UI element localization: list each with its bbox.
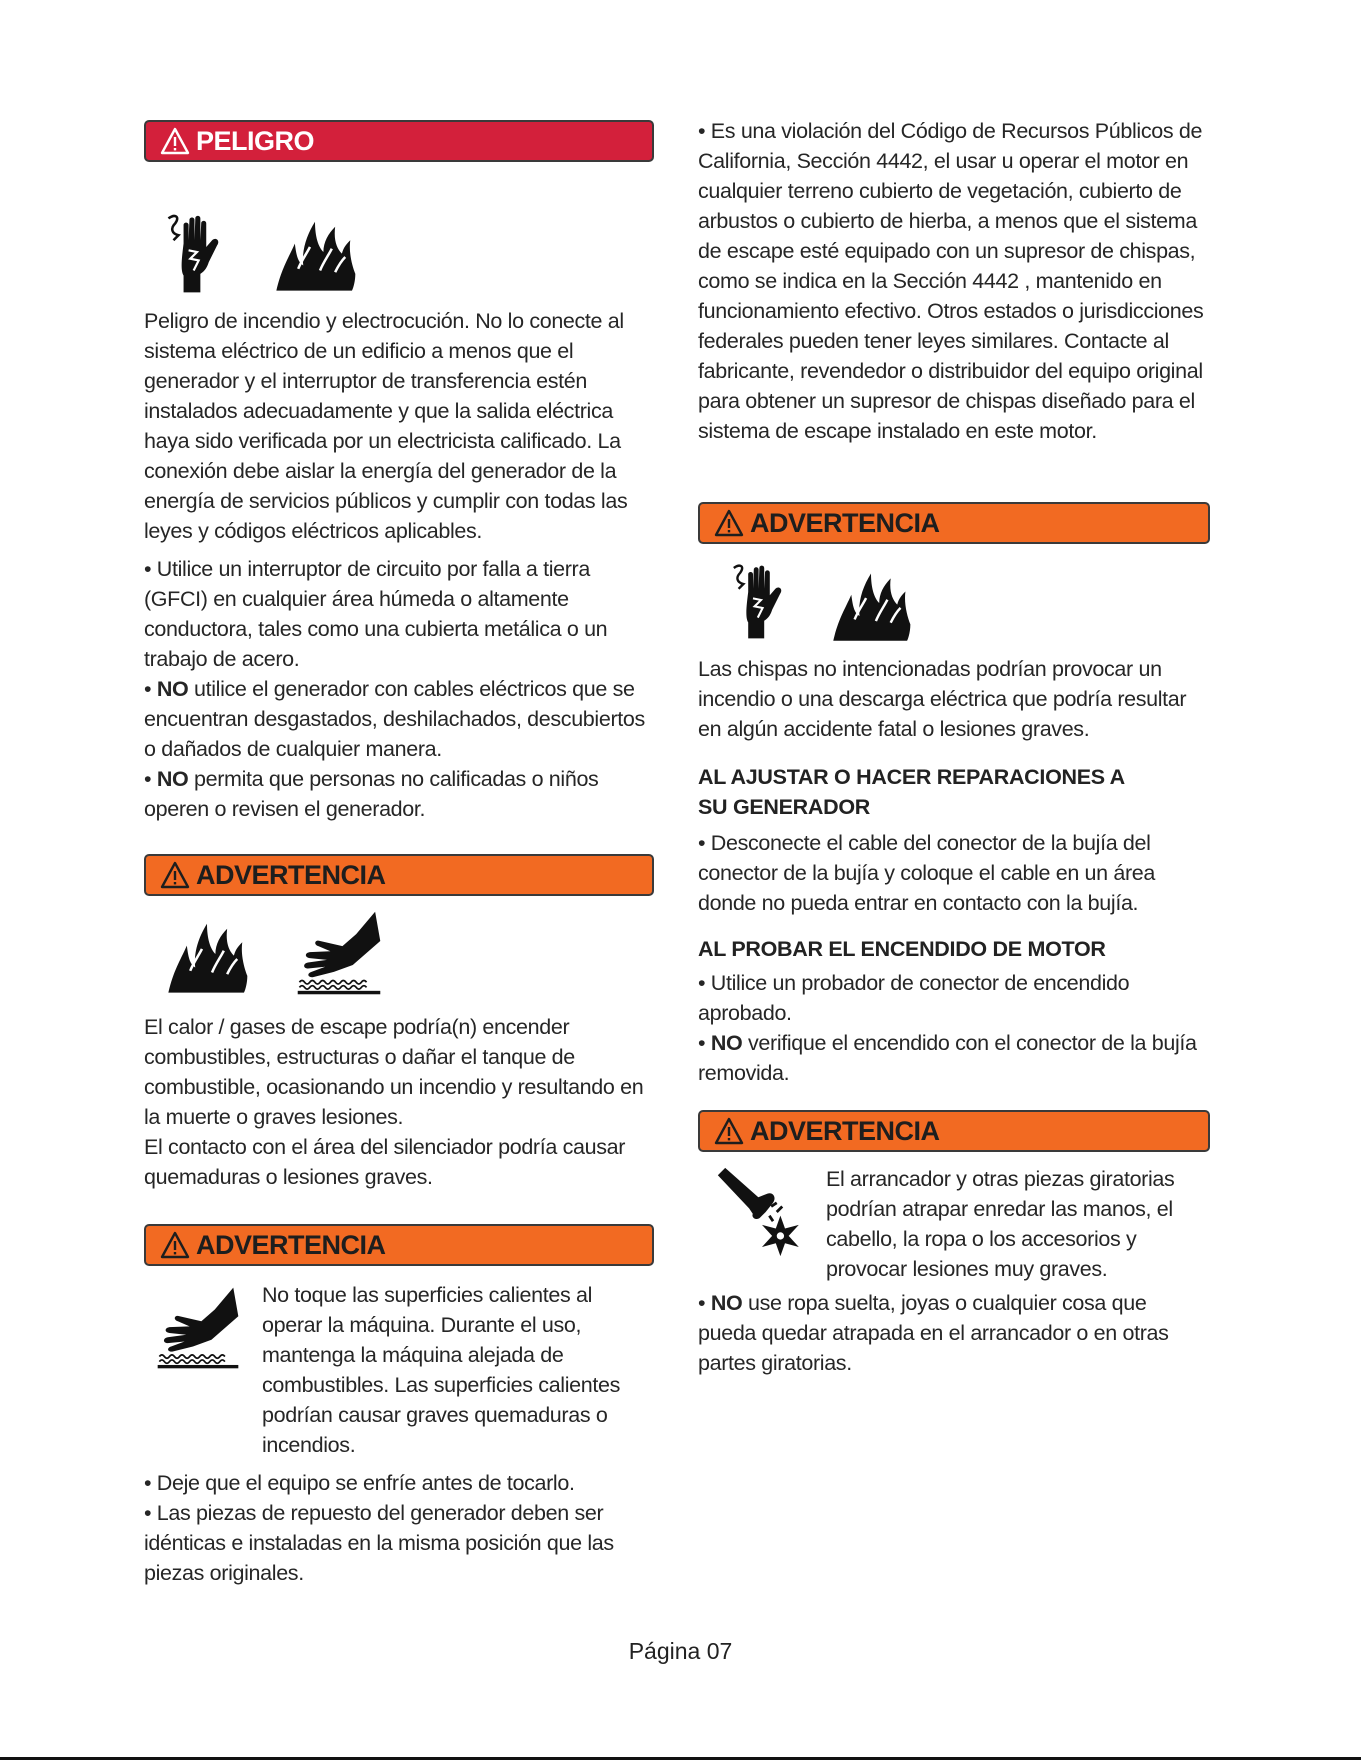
warning2-bullets: [144, 1468, 654, 1588]
warning-banner-label: ADVERTENCIA: [196, 859, 386, 890]
ignition-bullet-no-text: verifique el encendido con el conector de la bujía removida.: [698, 1031, 1197, 1085]
danger-text: [144, 306, 654, 824]
warning4-bullet-clothing-text: use ropa suelta, joyas o cualquier cosa que pueda quedar atrapada en el arrancador o en otras partes giratorias.: [698, 1291, 1169, 1375]
warning-triangle-icon: [714, 1117, 744, 1145]
danger-banner-label: PELIGRO: [196, 125, 315, 156]
warning-triangle-icon: [160, 1231, 190, 1259]
warning-triangle-icon: [160, 127, 190, 155]
danger-bullet-gfci: • Utilice un interruptor de circuito por falla a tierra (GFCI) en cualquier área húmeda o altamente conductora, tales como una cubierta metálica o un trabajo de acero.: [144, 557, 608, 671]
ignition-heading: AL PROBAR EL ENCENDIDO DE MOTOR: [698, 937, 1106, 961]
warning-banner-4: [698, 1110, 1210, 1152]
electric-shock-hand-icon: [728, 560, 794, 640]
repair-heading: AL AJUSTAR O HACER REPARACIONES A SU GENERADOR: [698, 765, 1125, 819]
warning2-hot-surface-text: No toque las superficies calientes al operar la máquina. Durante el uso, mantenga la máquina alejada de combustibles. Las superficies calientes podrían causar graves quemaduras o incendios.: [262, 1283, 621, 1457]
ignition-bullet-tester: • Utilice un probador de conector de encendido aprobado.: [698, 971, 1130, 1025]
warning4-bullet-clothing: • NO use ropa suelta, joyas o cualquier cosa que pueda quedar atrapada en el arrancador o en otras partes giratorias.: [698, 1291, 1169, 1375]
danger-intro: Peligro de incendio y electrocución. No lo conecte al sistema eléctrico de un edificio a menos que el generador y el interruptor de transferencia estén instalados adecuadamente y que la salida eléctrica haya sido verificada por un electricista calificado. La conexión debe aislar la energía del generador de la energía de servicios públicos y cumplir con todas las leyes y códigos eléctricos aplicables.: [144, 309, 628, 543]
warning2-bullet-cool: • Deje que el equipo se enfríe antes de tocarlo.: [144, 1471, 575, 1495]
no-emphasis: NO: [156, 767, 189, 791]
warning4-bullet: [698, 1288, 1210, 1378]
fire-icon: [820, 562, 922, 644]
warning-banner-label: ADVERTENCIA: [196, 1229, 386, 1260]
warning-banner-label: ADVERTENCIA: [750, 1115, 940, 1146]
ignition-bullets: [698, 968, 1210, 1088]
repair-bullet: [698, 828, 1210, 918]
warning2-bullet-parts: • Las piezas de repuesto del generador deben ser idénticas e instaladas en la misma posición que las piezas originales.: [144, 1501, 614, 1585]
danger-banner: [144, 120, 654, 162]
warning4-rotating-text: El arrancador y otras piezas giratorias podrían atrapar enredar las manos, el cabello, la ropa o los accesorios y provocar lesiones muy graves.: [826, 1167, 1175, 1281]
bottom-rule: [0, 1757, 1361, 1760]
warning1-muffler-text: El contacto con el área del silenciador podría causar quemaduras o lesiones graves.: [144, 1135, 626, 1189]
no-emphasis: NO: [710, 1291, 743, 1315]
danger-bullet-cables: • NO utilice el generador con cables eléctricos que se encuentran desgastados, deshilachados, descubiertos o dañados de cualquier manera.: [144, 677, 645, 761]
danger-bullet-unqualified-text: permita que personas no calificadas o niños operen o revisen el generador.: [144, 767, 599, 821]
warning2-text: [262, 1280, 654, 1460]
repair-bullet-text: • Desconecte el cable del conector de la bujía del conector de la bujía y coloque el cable en un área donde no pueda entrar en contacto con la bujía.: [698, 831, 1156, 915]
fire-icon: [156, 912, 258, 996]
no-emphasis: NO: [710, 1031, 743, 1055]
danger-bullet-unqualified: • NO permita que personas no calificadas o niños operen o revisen el generador.: [144, 767, 599, 821]
warning1-text: [144, 1012, 654, 1192]
danger-bullet-cables-text: utilice el generador con cables eléctricos que se encuentran desgastados, deshilachados, descubiertos o dañados de cualquier manera.: [144, 677, 645, 761]
warning-banner-1: [144, 854, 654, 896]
page-number: Página 07: [628, 1638, 733, 1664]
spark-arrester-text: [698, 116, 1218, 446]
warning3-text: [698, 654, 1210, 744]
fire-icon: [262, 210, 368, 294]
no-emphasis: NO: [156, 677, 189, 701]
rotating-parts-entanglement-icon: [716, 1166, 808, 1258]
warning4-text: [826, 1164, 1210, 1284]
warning-banner-3: [698, 502, 1210, 544]
hot-surface-icon: [294, 910, 384, 996]
electric-shock-hand-icon: [162, 210, 232, 294]
hot-surface-icon: [154, 1286, 242, 1370]
warning1-heat-text: El calor / gases de escape podría(n) encender combustibles, estructuras o dañar el tanque de combustible, ocasionando un incendio y resultando en la muerte o graves lesiones.: [144, 1015, 644, 1129]
warning-triangle-icon: [160, 861, 190, 889]
warning-banner-label: ADVERTENCIA: [750, 507, 940, 538]
warning-triangle-icon: [714, 509, 744, 537]
warning3-sparks-text: Las chispas no intencionadas podrían provocar un incendio o una descarga eléctrica que podría resultar en algún accidente fatal o lesiones graves.: [698, 657, 1187, 741]
spark-arrester-paragraph: • Es una violación del Código de Recursos Públicos de California, Sección 4442, el usar u operar el motor en cualquier terreno cubierto de vegetación, cubierto de arbustos o cubierto de hierba, a menos que el sistema de escape esté equipado con un supresor de chispas, como se indica en la Sección 4442 , mantenido en funcionamiento efectivo. Otros estados o jurisdicciones federales pueden tener leyes similares. Contacte al fabricante, revendedor o distribuidor del equipo original para obtener un supresor de chispas diseñado para el sistema de escape instalado en este motor.: [698, 119, 1204, 443]
ignition-bullet-no: • NO verifique el encendido con el conector de la bujía removida.: [698, 1031, 1197, 1085]
warning-banner-2: [144, 1224, 654, 1266]
